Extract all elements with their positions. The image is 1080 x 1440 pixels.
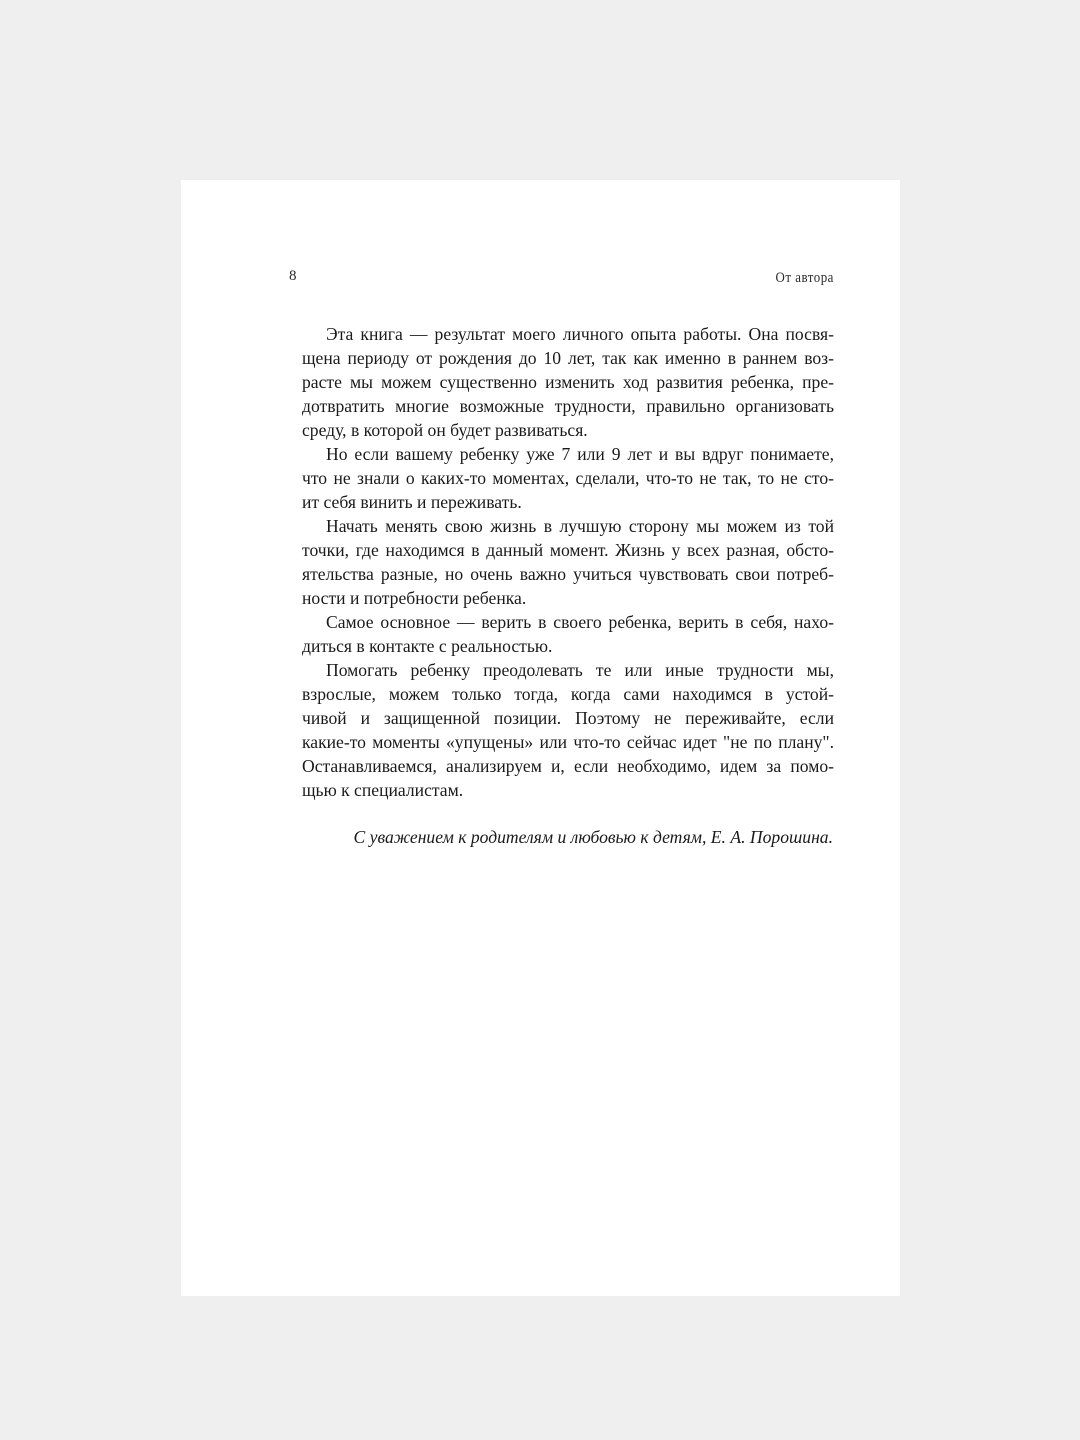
text-line: расте мы можем существенно изменить ход развития ребенка, пре- <box>302 372 834 392</box>
author-signature: С уважением к родителям и любовью к детям, Е. А. Порошина. <box>353 827 833 847</box>
chapter-title: От автора <box>775 270 834 286</box>
text-line: ит себя винить и переживать. <box>302 492 522 512</box>
text-line: среду, в которой он будет развиваться. <box>302 420 588 440</box>
text-line: что не знали о каких-то моментах, сделали, что-то не так, то не сто- <box>302 468 834 488</box>
text-line: чивой и защищенной позиции. Поэтому не переживайте, если <box>302 708 834 728</box>
text-line: Но если вашему ребенку уже 7 или 9 лет и вы вдруг понимаете, <box>326 444 834 464</box>
text-line: точки, где находимся в данный момент. Жизнь у всех разная, обсто- <box>302 540 834 560</box>
text-line: ности и потребности ребенка. <box>302 588 527 608</box>
text-line: Помогать ребенку преодолевать те или иные трудности мы, <box>326 660 834 680</box>
text-line: Самое основное — верить в своего ребенка, верить в себя, нахо- <box>326 612 834 632</box>
text-line: щена периоду от рождения до 10 лет, так как именно в раннем воз- <box>302 348 834 368</box>
text-line: ятельства разные, но очень важно учиться чувствовать свои потреб- <box>302 564 834 584</box>
text-line: взрослые, можем только тогда, когда сами находимся в устой- <box>302 684 834 704</box>
text-line: Останавливаемся, анализируем и, если необходимо, идем за помо- <box>302 756 834 776</box>
text-line: диться в контакте с реальностью. <box>302 636 553 656</box>
text-line: какие-то моменты «упущены» или что-то сейчас идет "не по плану". <box>302 732 834 752</box>
text-line: Эта книга — результат моего личного опыта работы. Она посвя- <box>326 324 834 344</box>
main-text <box>302 322 834 802</box>
text-line: дотвратить многие возможные трудности, правильно организовать <box>302 396 834 416</box>
text-line: Начать менять свою жизнь в лучшую сторону мы можем из той <box>326 516 834 536</box>
page-number: 8 <box>289 268 297 284</box>
text-line: щью к специалистам. <box>302 780 464 800</box>
running-header <box>289 268 834 292</box>
book-page <box>181 180 900 1296</box>
